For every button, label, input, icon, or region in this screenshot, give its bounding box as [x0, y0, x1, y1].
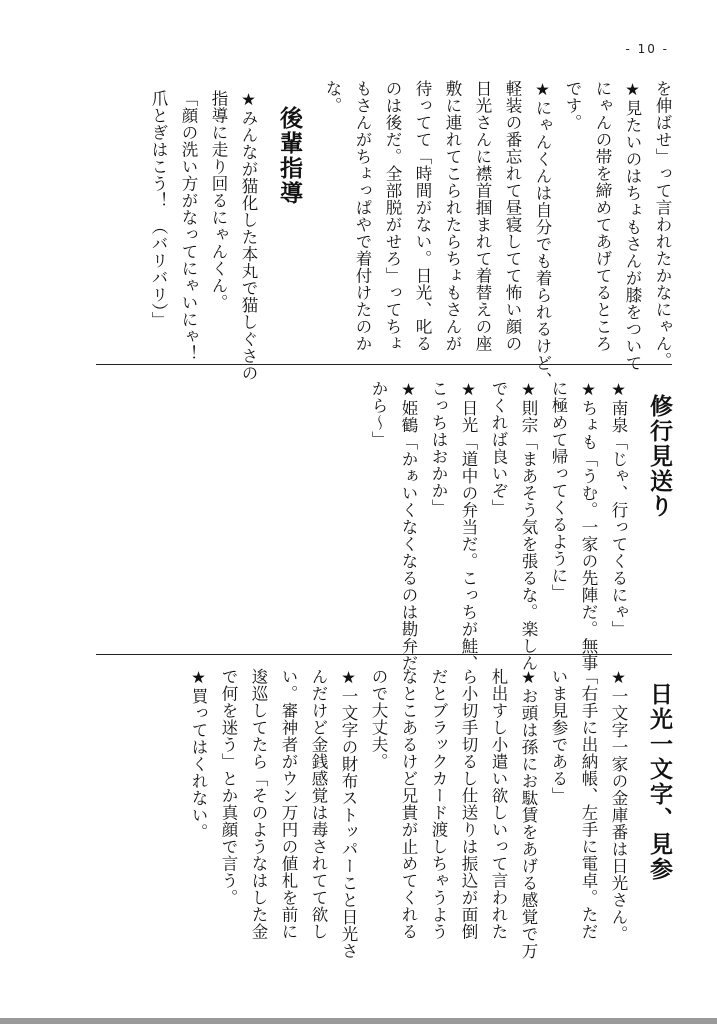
text-line: んだけど金銭感覚は毒されてて欲し — [309, 668, 328, 940]
text-line: ★日光「道中の弁当だ。こっちが鮭、 — [459, 380, 478, 672]
text-line: だとブラックカード渡しちゃうよう — [429, 668, 448, 940]
text-line: ★則宗「まあそう気を張るな。楽しん — [519, 380, 538, 672]
text-line: 敷に連れてこられたらちょもさんが — [443, 80, 462, 352]
text-line: のは後だ。全部脱がせろ」ってちょ — [383, 80, 402, 352]
section-bottom — [100, 668, 670, 968]
text-line: なとこあるけど兄貴が止めてくれる — [399, 668, 418, 940]
text-line: 軽装の番忘れて昼寝してて怖い顔の — [503, 80, 522, 352]
text-line: ★南泉「じゃ、行ってくるにゃ」 — [609, 380, 628, 638]
section-title-nikkou: 日光一文字、見参 — [646, 682, 672, 882]
section-top — [100, 80, 672, 389]
text-line: ★一文字一家の金庫番は日光さん。 — [609, 668, 628, 943]
text-line: 指導に走り回るにゃんくん。 — [209, 90, 228, 311]
text-line: ★お頭は孫にお駄賃をあげる感覚で万 — [519, 668, 538, 960]
text-line: 「顔の洗い方がなってにゃいにゃ！ — [179, 90, 198, 362]
text-line: 日光さんに襟首掴まれて着替えの座 — [473, 80, 492, 352]
section-title-shugyou: 修行見送り — [646, 394, 672, 519]
text-line: に極めて帰ってくるように」 — [549, 380, 568, 601]
section-divider — [96, 364, 672, 365]
text-line: ら小切手切るし仕送りは振込が面倒 — [459, 668, 478, 940]
text-line: で何を迷う」とか真顔で言う。 — [219, 668, 238, 906]
text-line: いま見参である」 — [549, 668, 568, 804]
text-line: を伸ばせ」って言われたかなにゃん。 — [653, 80, 672, 369]
text-line: ので大丈夫。 — [369, 668, 388, 770]
text-line: な。 — [323, 80, 342, 114]
text-line: から～」 — [369, 380, 388, 448]
text-line: 「右手に出納帳、左手に電卓。ただ — [579, 668, 598, 940]
bottom-edge-bar — [0, 1018, 717, 1024]
text-line: でくれば良いぞ」 — [489, 380, 508, 516]
text-line: 爪とぎはこう！ （バリバリ）」 — [149, 90, 168, 329]
text-line: ★見たいのはちょもさんが膝をついて — [623, 80, 642, 372]
page-number: - 10 - — [625, 42, 669, 56]
section-divider — [96, 654, 672, 655]
text-line: ★買ってはくれない。 — [189, 668, 208, 841]
text-line: ★一文字の財布ストッパーこと日光さ — [339, 668, 358, 960]
text-line: もさんがちょっぱやで着付けたのか — [353, 80, 372, 352]
text-line: 札出すし小遣い欲しいって言われた — [489, 668, 508, 940]
text-line: にゃんの帯を締めてあげてるところ — [593, 80, 612, 352]
text-line: ★姫鶴「かぁいくなくなるのは勘弁だ — [399, 380, 418, 672]
text-line: ★にゃんくんは自分でも着られるけど、 — [533, 80, 552, 389]
section-middle — [100, 380, 672, 672]
text-line: ★みんなが猫化した本丸で猫しぐさの — [239, 90, 258, 382]
text-line: です。 — [563, 80, 582, 131]
text-line: い。審神者がウン万円の値札を前に — [279, 668, 298, 940]
text-line: ★ちょも「うむ。一家の先陣だ。無事 — [579, 380, 598, 672]
text-line: 逡巡してたら「そのようなはした金 — [249, 668, 268, 940]
section-title-kouhai: 後輩指導 — [276, 106, 302, 206]
text-line: こっちはおかか」 — [429, 380, 448, 516]
text-line: 待ってて「時間がない。日光、叱る — [413, 80, 432, 352]
